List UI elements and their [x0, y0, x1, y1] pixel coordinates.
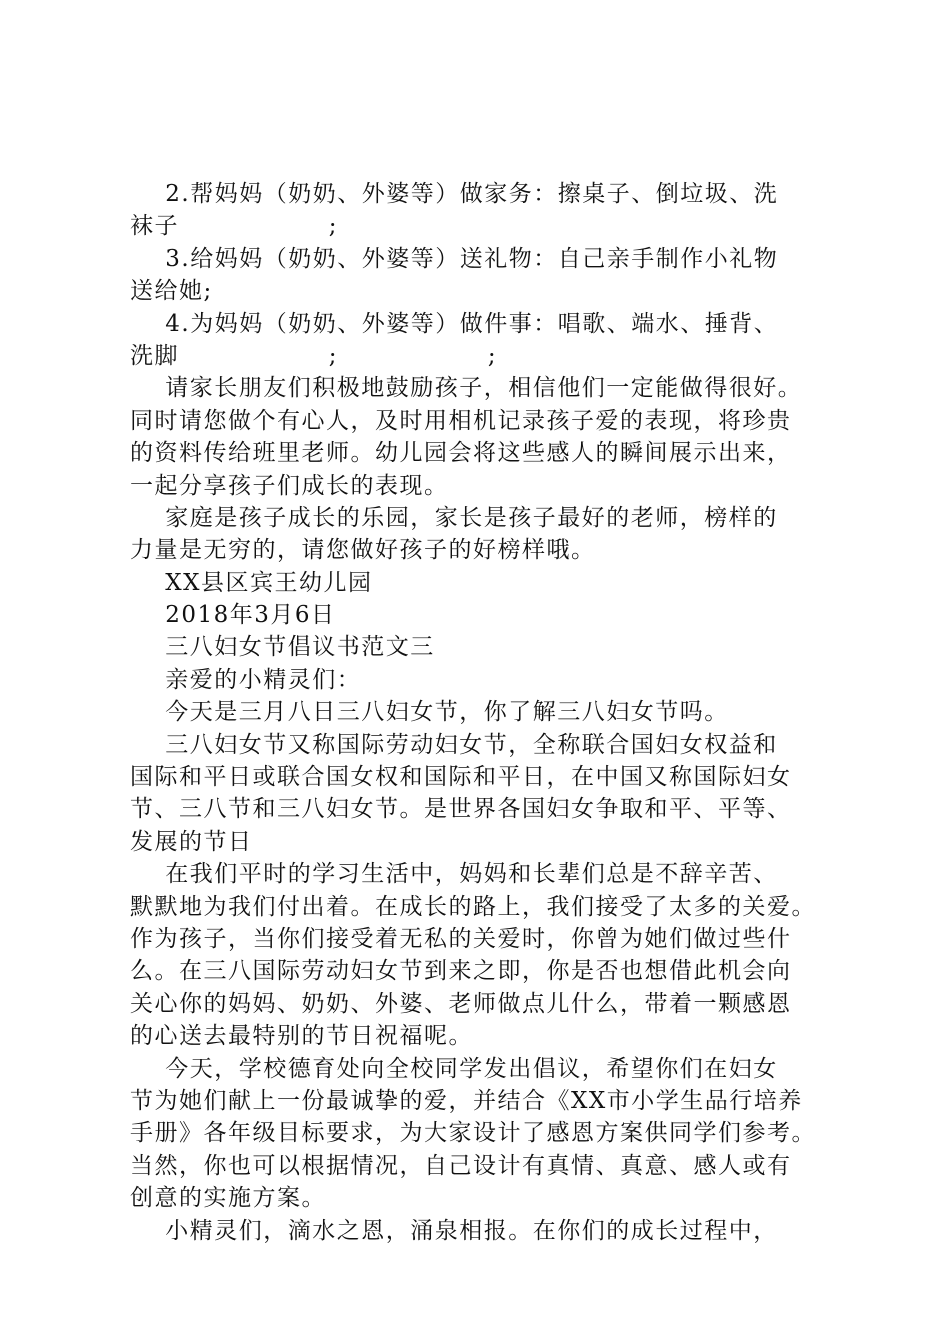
- text-line: 节、三八节和三八妇女节。是世界各国妇女争取和平、平等、: [130, 796, 792, 823]
- text-line: 节为她们献上一份最诚挚的爱，并结合《XX市小学生品行培养: [130, 1087, 803, 1114]
- text-line: 洗脚 ; ;: [130, 342, 498, 369]
- text-line: 创意的实施方案。: [130, 1185, 326, 1212]
- text-line: 国际和平日或联合国女权和国际和平日，在中国又称国际妇女: [130, 764, 792, 791]
- text-line: 发展的节日: [130, 828, 253, 855]
- text-line: 2018年3月6日: [130, 602, 336, 629]
- text-line: 亲爱的小精灵们：: [130, 666, 362, 693]
- text-line: 当然，你也可以根据情况，自己设计有真情、真意、感人或有: [130, 1152, 792, 1179]
- text-line: 袜子 ;: [130, 213, 339, 240]
- text-line: 4.为妈妈（奶奶、外婆等）做件事：唱歌、端水、捶背、: [130, 310, 779, 337]
- text-line: 送给她;: [130, 278, 213, 305]
- text-line: 力量是无穷的，请您做好孩子的好榜样哦。: [130, 537, 596, 564]
- document-body: [130, 178, 840, 1247]
- text-line: 小精灵们，滴水之恩，涌泉相报。在你们的成长过程中，: [130, 1217, 778, 1244]
- text-line: 3.给妈妈（奶奶、外婆等）送礼物：自己亲手制作小礼物: [130, 245, 779, 272]
- text-line: 三八妇女节倡议书范文三: [130, 634, 435, 661]
- text-line: 手册》各年级目标要求，为大家设计了感恩方案供同学们参考。: [130, 1120, 816, 1147]
- text-line: 三八妇女节又称国际劳动妇女节，全称联合国妇女权益和: [130, 731, 778, 758]
- text-line: 的资料传给班里老师。幼儿园会将这些感人的瞬间展示出来，: [130, 440, 792, 467]
- text-line: 作为孩子，当你们接受着无私的关爱时，你曾为她们做过些什: [130, 925, 792, 952]
- text-line: 2.帮妈妈（奶奶、外婆等）做家务：擦桌子、倒垃圾、洗: [130, 181, 779, 207]
- text-line: 今天，学校德育处向全校同学发出倡议，希望你们在妇女: [130, 1055, 778, 1082]
- text-line: 的心送去最特别的节日祝福呢。: [130, 1023, 473, 1050]
- text-line: XX县区宾王幼儿园: [130, 569, 373, 596]
- text-line: 关心你的妈妈、奶奶、外婆、老师做点儿什么，带着一颗感恩: [130, 990, 792, 1017]
- text-line: 今天是三月八日三八妇女节，你了解三八妇女节吗。: [130, 699, 729, 726]
- text-line: 一起分享孩子们成长的表现。: [130, 472, 449, 499]
- text-line: 在我们平时的学习生活中，妈妈和长辈们总是不辞辛苦、: [130, 861, 778, 888]
- text-line: 同时请您做个有心人，及时用相机记录孩子爱的表现，将珍贵: [130, 407, 792, 434]
- text-line: 家庭是孩子成长的乐园，家长是孩子最好的老师，榜样的: [130, 504, 778, 531]
- text-line: 请家长朋友们积极地鼓励孩子，相信他们一定能做得很好。: [130, 375, 803, 402]
- text-line: 么。在三八国际劳动妇女节到来之即，你是否也想借此机会向: [130, 958, 792, 985]
- text-line: 默默地为我们付出着。在成长的路上，我们接受了太多的关爱。: [130, 893, 816, 920]
